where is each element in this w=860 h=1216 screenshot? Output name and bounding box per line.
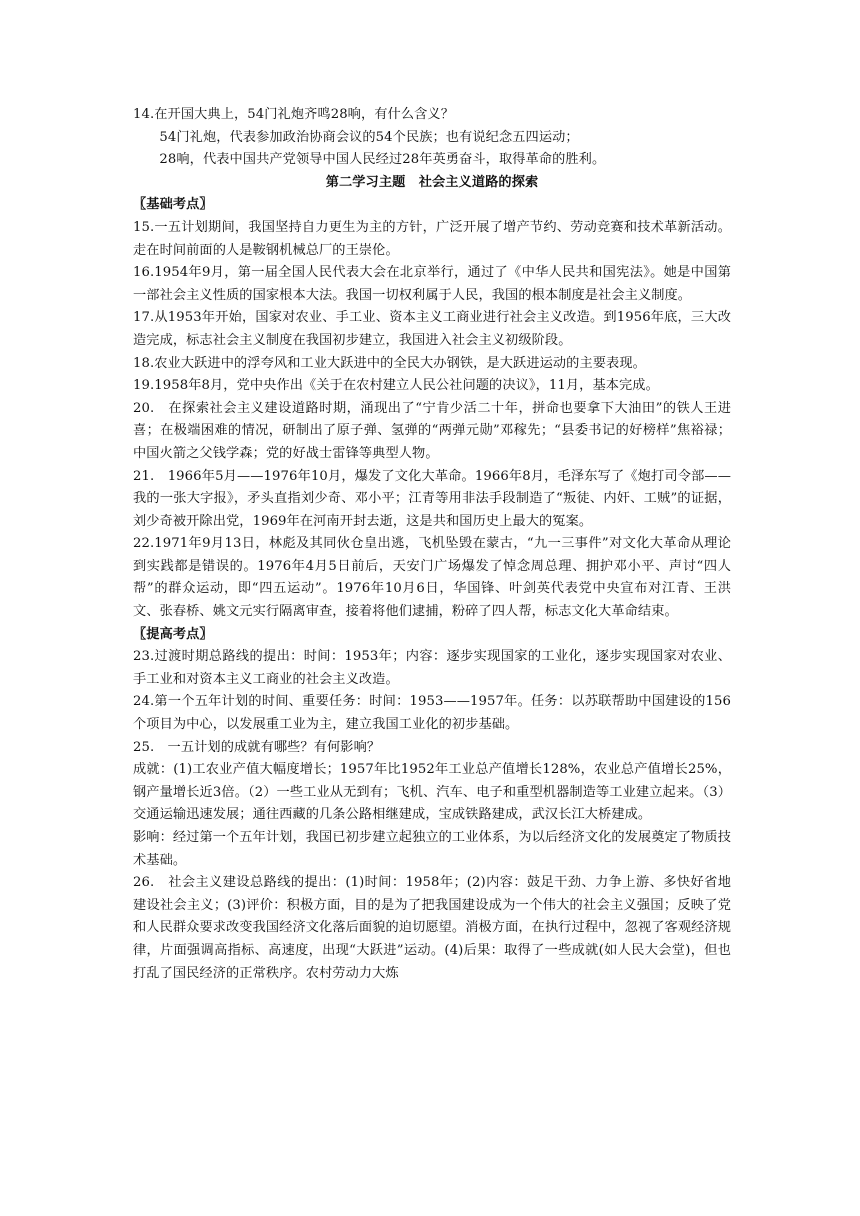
point-25: 25. 一五计划的成就有哪些？有何影响？: [133, 739, 381, 755]
point-25-impact: 影响：经过第一个五年计划，我国已初步建立起独立的工业体系，为以后经济文化的发展奠定了物质技术基础。: [133, 830, 731, 868]
advanced-points-heading: 〖提高考点〗: [133, 626, 213, 642]
document-page: [133, 104, 731, 985]
question-14: 14.在开国大典上，54门礼炮齐鸣28响，有什么含义？: [133, 107, 454, 122]
answer-14-line-2: 28响，代表中国共产党领导中国人民经过28年英勇奋斗，取得革命的胜利。: [159, 152, 606, 168]
point-19: 19.1958年8月，党中央作出《关于在农村建立人民公社问题的决议》，11月，基本完成。: [133, 378, 659, 394]
point-21: 21. 1966年5月——1976年10月，爆发了文化大革命。1966年8月，毛泽东写了《炮打司令部——我的一张大字报》，矛头直指刘少奇、邓小平；江青等用非法手段制造了“叛徒、内奸、工贼”的证据，刘少奇被开除出党，1969年在河南开封去逝，这是共和国历史上最大的冤案。: [133, 468, 731, 529]
point-16: 16.1954年9月，第一届全国人民代表大会在北京举行，通过了《中华人民共和国宪法》。她是中国第一部社会主义性质的国家根本大法。我国一切权利属于人民，我国的根本制度是社会主义制度。: [133, 265, 731, 303]
point-22: 22.1971年9月13日，林彪及其同伙仓皇出逃，飞机坠毁在蒙古，“九一三事件”对文化大革命从理论到实践都是错误的。1976年4月5日前后，天安门广场爆发了悼念周总理、拥护邓小平、声讨“四人帮”的群众运动，即“四五运动”。1976年10月6日，华国锋、叶剑英代表党中央宣布对江青、王洪文、张春桥、姚文元实行隔离审查，接着将他们逮捕，粉碎了四人帮，标志文化大革命结束。: [133, 536, 731, 620]
point-26: 26. 社会主义建设总路线的提出：(1)时间：1958年；(2)内容：鼓足干劲、力争上游、多快好省地建设社会主义；(3)评价：积极方面，目的是为了把我国建设成为一个伟大的社会主义强国；反映了党和人民群众要求改变我国经济文化落后面貌的迫切愿望。消极方面，在执行过程中，忽视了客观经济规律，片面强调高指标、高速度，出现“大跃进”运动。(4)后果：取得了一些成就(如人民大会堂)，但也打乱了国民经济的正常秩序。农村劳动力大炼: [133, 875, 731, 981]
point-24: 24.第一个五年计划的时间、重要任务：时间：1953——1957年。任务：以苏联帮助中国建设的156个项目为中心，以发展重工业为主，建立我国工业化的初步基础。: [133, 694, 731, 733]
point-23: 23.过渡时期总路线的提出：时间：1953年；内容：逐步实现国家的工业化，逐步实现国家对农业、手工业和对资本主义工商业的社会主义改造。: [133, 649, 731, 687]
basic-points-heading: 〖基础考点〗: [133, 197, 213, 213]
topic-title: 第二学习主题 社会主义道路的探索: [325, 174, 539, 190]
point-20: 20. 在探索社会主义建设道路时期，涌现出了“宁肯少活二十年，拼命也要拿下大油田”的铁人王进喜；在极端困难的情况，研制出了原子弹、氢弹的“两弹元勋”邓稼先；“县委书记的好榜样”焦裕禄；中国火箭之父钱学森；党的好战士雷锋等典型人物。: [133, 400, 731, 461]
point-18: 18.农业大跃进中的浮夸风和工业大跃进中的全民大办钢铁，是大跃进运动的主要表现。: [133, 355, 646, 371]
point-17: 17.从1953年开始，国家对农业、手工业、资本主义工商业进行社会主义改造。到1956年底，三大改造完成，标志社会主义制度在我国初步建立，我国进入社会主义初级阶段。: [133, 310, 731, 348]
answer-14-line-1: 54门礼炮，代表参加政治协商会议的54个民族；也有说纪念五四运动；: [159, 129, 579, 145]
point-15: 15.一五计划期间，我国坚持自力更生为主的方针，广泛开展了增产节约、劳动竞赛和技术革新活动。走在时间前面的人是鞍钢机械总厂的王崇伦。: [133, 219, 731, 258]
point-25-achievements: 成就：(1)工农业产值大幅度增长；1957年比1952年工业总产值增长128%，农业总产值增长25%，钢产量增长近3倍。（2）一些工业从无到有；飞机、汽车、电子和重型机器制造等工业建立起来。（3）交通运输迅速发展；通往西藏的几条公路相继建成，宝成铁路建成，武汉长江大桥建成。: [133, 762, 731, 823]
